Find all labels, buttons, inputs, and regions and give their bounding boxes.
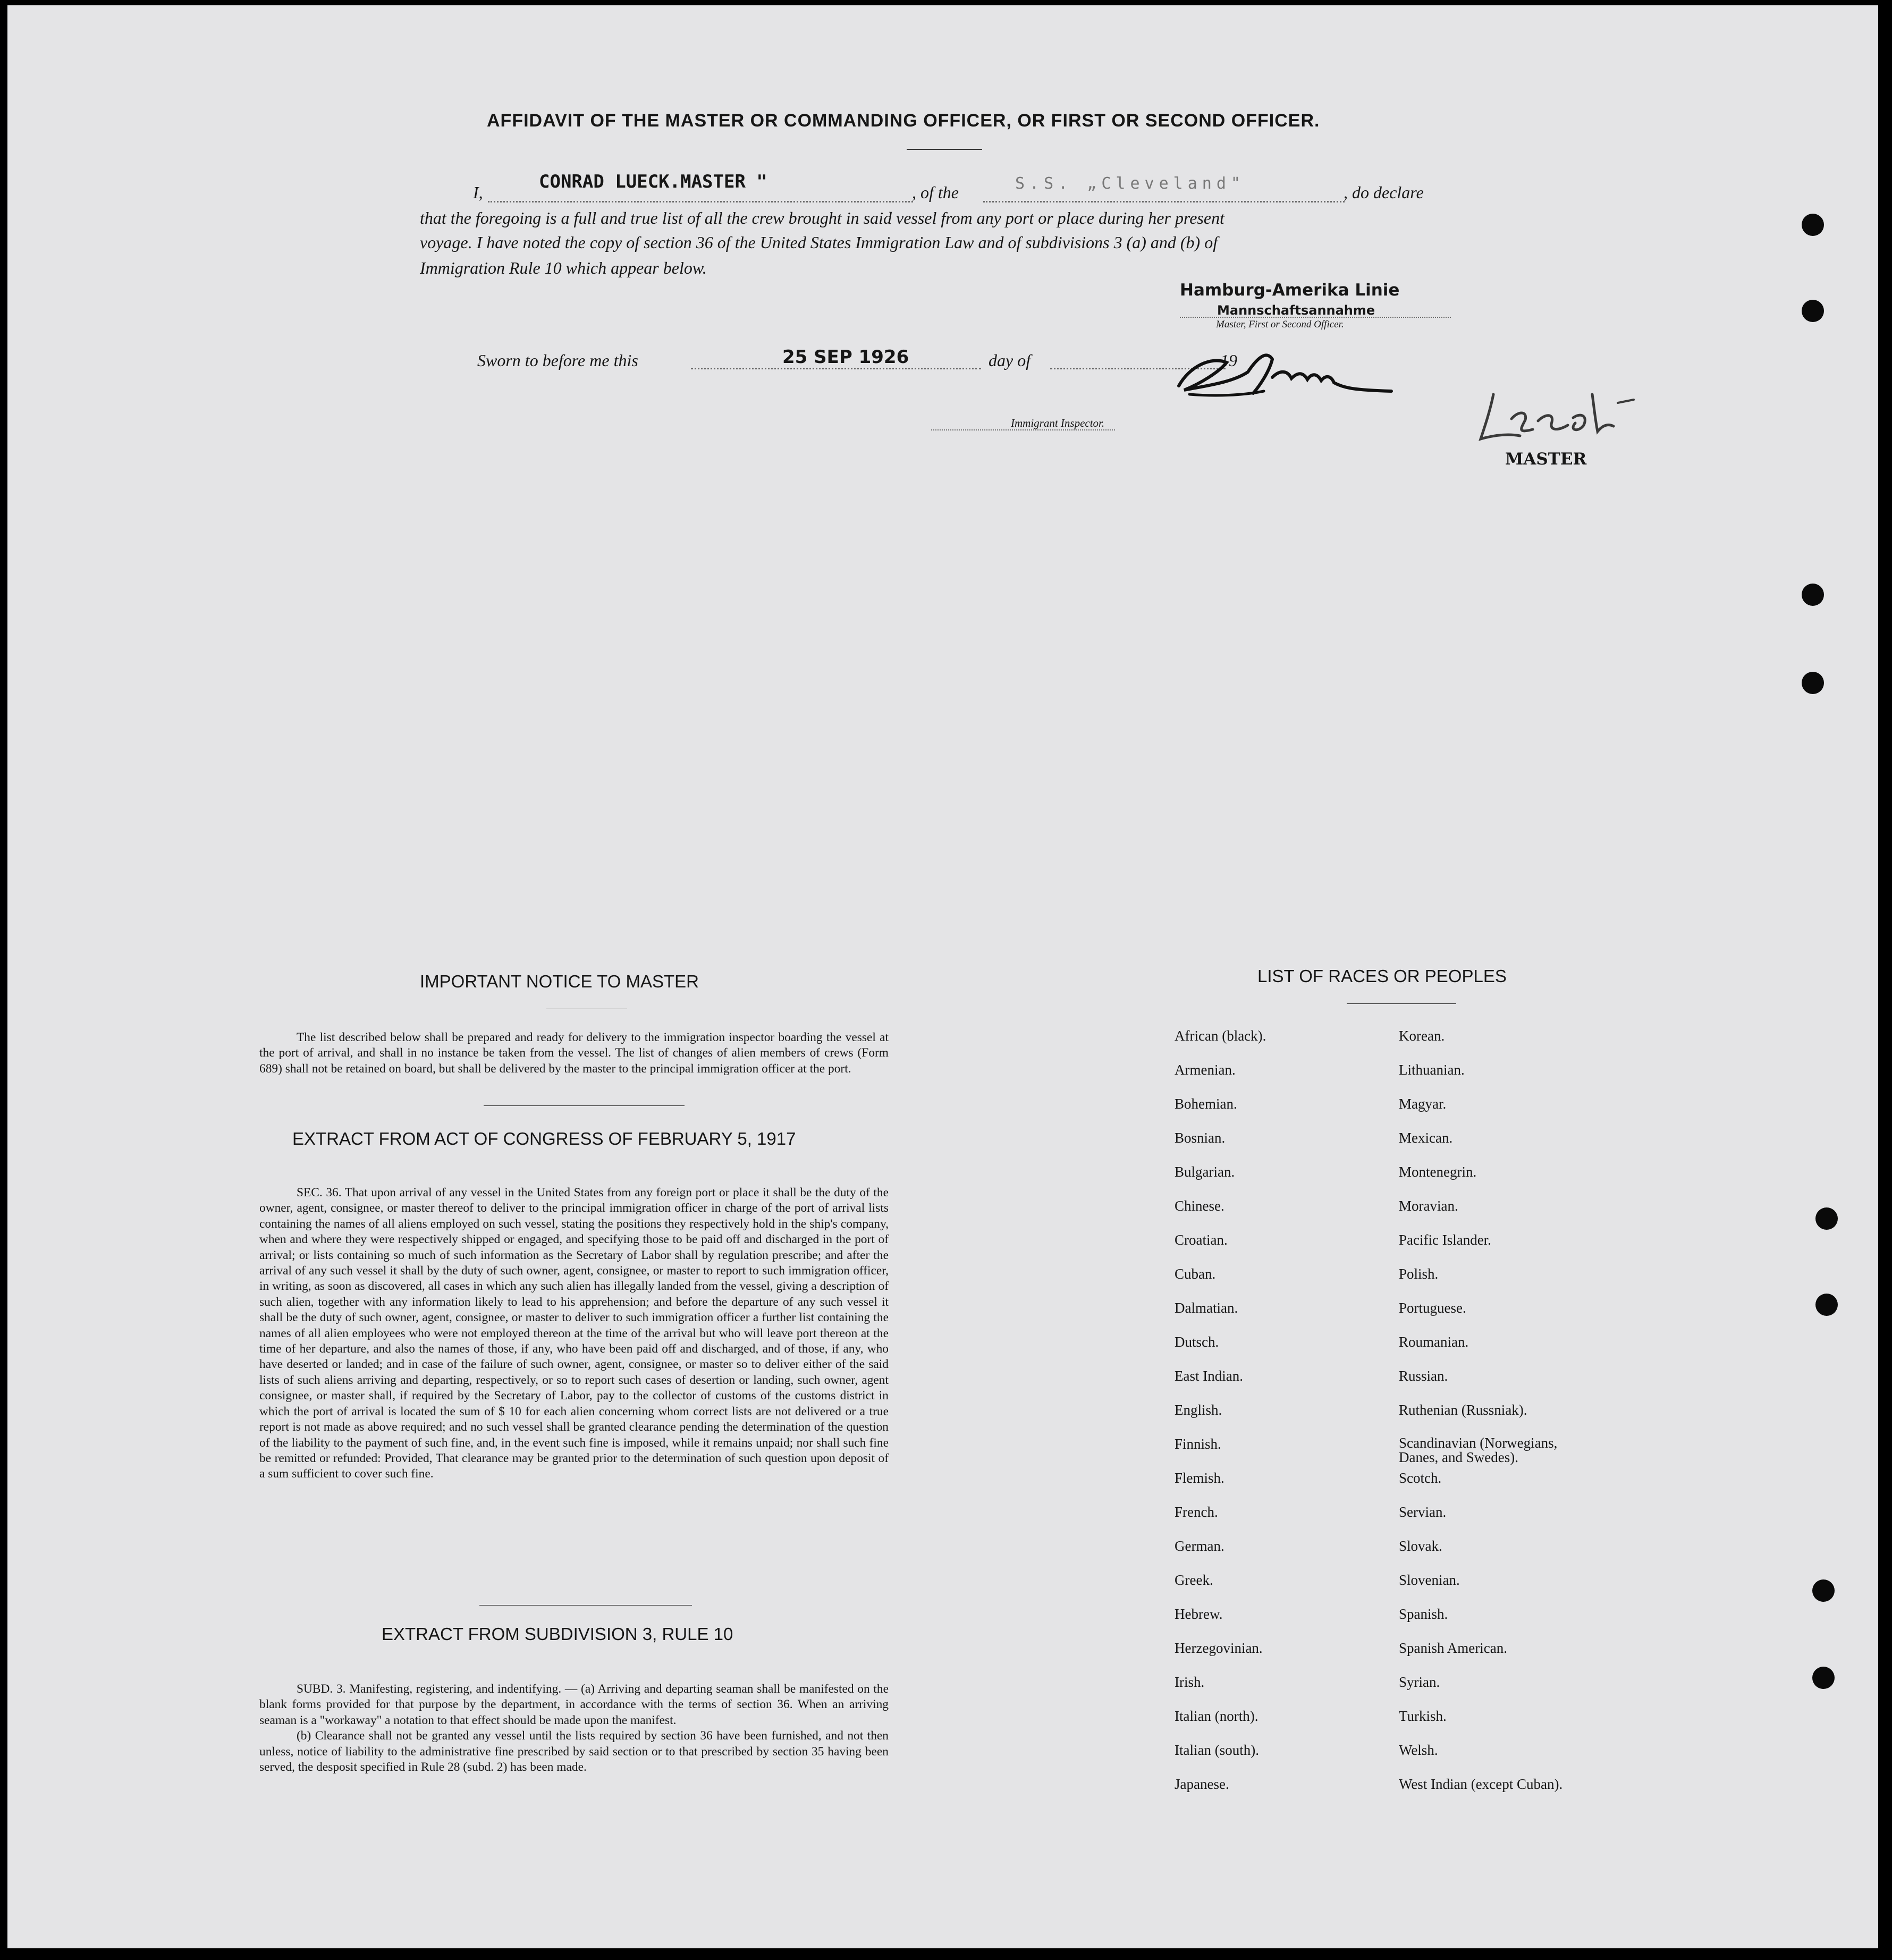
race-item: Italian (south).	[1175, 1742, 1259, 1758]
title-rule	[907, 149, 982, 150]
company-stamp-sub: Mannschaftsannahme	[1217, 303, 1375, 318]
master-name-line	[488, 201, 913, 202]
punch-hole	[1812, 1579, 1835, 1602]
affidavit-text-line2: that the foregoing is a full and true list of all the crew brought in said vessel from any port or place during her present	[420, 208, 1224, 227]
race-item: Syrian.	[1399, 1674, 1440, 1690]
rule-paragraph-a: SUBD. 3. Manifesting, registering, and indentifying. — (a) Arriving and departing seaman shall be manifested on the blank forms provided for that purpose by the department, in accordance with the terms of section 36. When an arriving seaman is a "workaway" a notation to that effect should be made upon the manifest.	[259, 1682, 889, 1727]
race-item: Scotch.	[1399, 1470, 1442, 1486]
race-item: Montenegrin.	[1399, 1164, 1477, 1180]
sworn-label: Sworn to before me this	[477, 351, 638, 370]
of-the-label: , of the	[912, 183, 959, 202]
do-declare-label: , do declare	[1344, 183, 1424, 202]
act-end-rule	[479, 1605, 692, 1606]
race-item: Lithuanian.	[1399, 1062, 1465, 1078]
act-text	[259, 1185, 889, 1482]
race-item: Mexican.	[1399, 1130, 1453, 1146]
master-signature	[1474, 384, 1644, 447]
race-item: East Indian.	[1175, 1368, 1243, 1384]
company-stamp: Hamburg-Amerika Linie	[1180, 281, 1400, 300]
notice-paragraph: The list described below shall be prepared and ready for delivery to the immigration inspector boarding the vessel at the port of arrival, and shall in no instance be taken from the vessel. The list of changes of alien members of crews (Form 689) shall not be retained on board, but shall be delivered by the master to the principal immigration officer at the port.	[259, 1030, 889, 1076]
year-prefix: 19	[1220, 351, 1237, 370]
punch-hole	[1802, 672, 1824, 694]
race-item: Irish.	[1175, 1674, 1205, 1690]
race-item: Moravian.	[1399, 1198, 1458, 1214]
race-item: Croatian.	[1175, 1232, 1228, 1248]
day-of-label: day of	[989, 351, 1031, 370]
vessel-name: S.S. „Cleveland"	[1015, 174, 1245, 193]
master-name: CONRAD LUECK.MASTER "	[539, 171, 767, 192]
race-item: Welsh.	[1399, 1742, 1438, 1758]
sworn-date-line	[691, 368, 981, 369]
race-item: Turkish.	[1399, 1708, 1447, 1724]
race-item: Bulgarian.	[1175, 1164, 1235, 1180]
inspector-caption: Immigrant Inspector.	[1011, 417, 1105, 429]
races-title: LIST OF RACES OR PEOPLES	[1257, 966, 1507, 986]
officer-caption: Master, First or Second Officer.	[1216, 319, 1344, 330]
race-item: Bosnian.	[1175, 1130, 1226, 1146]
affidavit-text-line3: voyage. I have noted the copy of section 36 of the United States Immigration Law and of subdivisions 3 (a) and (b) of	[420, 233, 1218, 252]
race-item: Dalmatian.	[1175, 1300, 1238, 1316]
race-item: French.	[1175, 1504, 1218, 1520]
race-item: Ruthenian (Russniak).	[1399, 1402, 1527, 1418]
race-item: English.	[1175, 1402, 1222, 1418]
punch-hole	[1802, 300, 1824, 322]
race-item: Hebrew.	[1175, 1606, 1223, 1622]
race-item: African (black).	[1175, 1028, 1266, 1044]
act-paragraph: SEC. 36. That upon arrival of any vessel in the United States from any foreign port or place it shall be the duty of the owner, agent, consignee, or master thereof to deliver to the principal immigration officer in charge of the port of arrival lists containing the names of all aliens employed on such vessel, stating the positions they respectively hold in the ship's company, when and where they were respectively shipped or engaged, and specifying those to be paid off and discharged in the port of arrival; or lists containing so much of such information as the Secretary of Labor shall by regulation prescribe; and after the arrival of any such vessel it shall by the duty of such owner, agent, consignee, or master to report to such immigration officer, in writing, as soon as discovered, all cases in which any such alien has illegally landed from the vessel, giving a description of such alien, together with any information likely to lead to his apprehension; and before the departure of any such vessel it shall be the duty of such owner, agent, consignee, or master to deliver to such immigration officer a further list containing the names of all alien employees who were not employed thereon at the time of the arrival but who will leave port thereon at the time of her departure, and also the names of those, if any, who have been paid off and discharged, and of those, if any, who have deserted or landed; and in case of the failure of such owner, agent, consignee, or master so to deliver either of the said lists of such aliens arriving and departing, respectively, or so to report such cases of desertion or landing, such owner, agent consignee, or master shall, if required by the Secretary of Labor, pay to the collector of customs of the customs district in which the port of arrival is located the sum of $ 10 for each alien concerning whom correct lists are not delivered or a true report is not made as above required; and no such vessel shall be granted clearance pending the determination of the question of the liability to the payment of such fine, and, in the event such fine is imposed, while it remains unpaid; nor shall such fine be remitted or refunded: Provided, That clearance may be granted prior to the determination of such question upon deposit of a sum sufficient to cover such fine.	[259, 1186, 889, 1481]
punch-hole	[1802, 214, 1824, 236]
rule-title: EXTRACT FROM SUBDIVISION 3, RULE 10	[382, 1624, 733, 1644]
punch-hole	[1812, 1667, 1835, 1689]
date-stamp: 25 SEP 1926	[782, 347, 909, 368]
race-item: Spanish American.	[1399, 1640, 1507, 1656]
vessel-line	[983, 201, 1345, 202]
race-item: Bohemian.	[1175, 1096, 1237, 1112]
affidavit-i-label: I,	[473, 183, 483, 202]
master-stamp: MASTER	[1505, 450, 1587, 469]
officer-signature	[1168, 335, 1381, 409]
race-item: Polish.	[1399, 1266, 1439, 1282]
race-item: Scandinavian (Norwegians, Danes, and Swedes).	[1399, 1435, 1558, 1465]
officer-signature-line	[1180, 317, 1451, 318]
notice-end-rule	[484, 1105, 685, 1106]
act-title: EXTRACT FROM ACT OF CONGRESS OF FEBRUARY 5, 1917	[292, 1129, 796, 1148]
race-item: Servian.	[1399, 1504, 1447, 1520]
race-item: Portuguese.	[1399, 1300, 1466, 1316]
race-item: West Indian (except Cuban).	[1399, 1776, 1563, 1792]
affidavit-text-line4: Immigration Rule 10 which appear below.	[420, 258, 707, 277]
race-item: Pacific Islander.	[1399, 1232, 1491, 1248]
race-item: Chinese.	[1175, 1198, 1224, 1214]
race-item: Herzegovinian.	[1175, 1640, 1263, 1656]
race-item: Cuban.	[1175, 1266, 1216, 1282]
rule-text	[259, 1682, 889, 1775]
race-item: German.	[1175, 1538, 1224, 1554]
race-item: Greek.	[1175, 1572, 1213, 1588]
race-item: Spanish.	[1399, 1606, 1448, 1622]
punch-hole	[1802, 584, 1824, 606]
race-item: Magyar.	[1399, 1096, 1447, 1112]
race-item: Roumanian.	[1399, 1334, 1469, 1350]
race-item: Armenian.	[1175, 1062, 1236, 1078]
race-item: Slovenian.	[1399, 1572, 1460, 1588]
race-item: Japanese.	[1175, 1776, 1229, 1792]
document-page	[7, 5, 1878, 1948]
race-item: Finnish.	[1175, 1436, 1221, 1452]
notice-title: IMPORTANT NOTICE TO MASTER	[420, 971, 699, 991]
race-item: Russian.	[1399, 1368, 1448, 1384]
race-item: Flemish.	[1175, 1470, 1224, 1486]
notice-text	[259, 1030, 889, 1077]
race-item: Korean.	[1399, 1028, 1445, 1044]
race-item: Italian (north).	[1175, 1708, 1258, 1724]
race-item: Dutsch.	[1175, 1334, 1219, 1350]
punch-hole	[1815, 1207, 1838, 1230]
affidavit-title: AFFIDAVIT OF THE MASTER OR COMMANDING OFFICER, OR FIRST OR SECOND OFFICER.	[487, 111, 1320, 131]
races-rule	[1347, 1003, 1456, 1004]
rule-paragraph-b: (b) Clearance shall not be granted any vessel until the lists required by section 36 have been furnished, and not then unless, notice of liability to the administrative fine prescribed by said section or to that prescribed by section 35 having been served, the desposit specified in Rule 28 (subd. 2) has been made.	[259, 1729, 889, 1775]
punch-hole	[1815, 1294, 1838, 1316]
race-item: Slovak.	[1399, 1538, 1442, 1554]
